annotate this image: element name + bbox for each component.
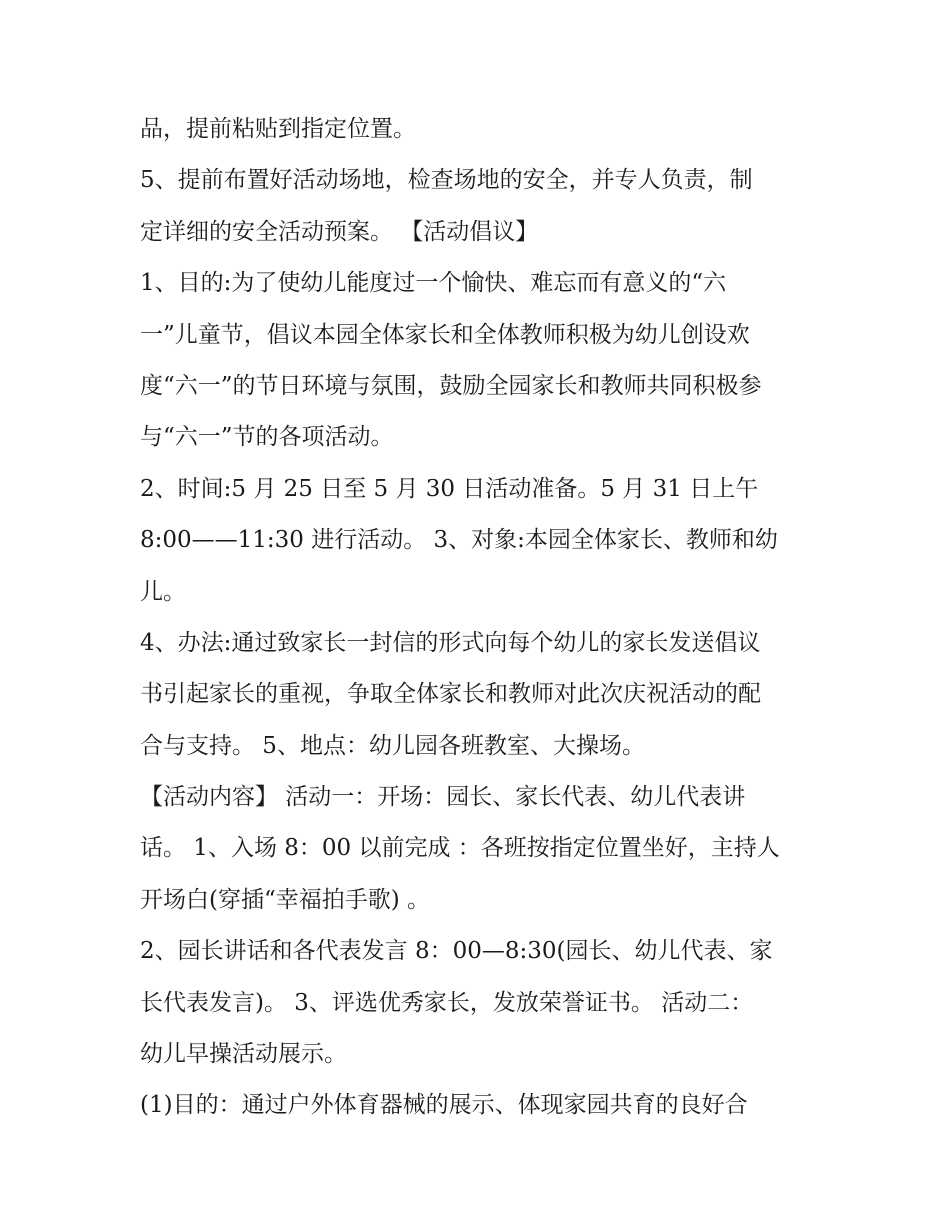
text-line: (1)目的：通过户外体育器械的展示、体现家园共育的良好合 xyxy=(140,1092,748,1119)
text-line: 度“六一”的节日环境与氛围，鼓励全园家长和教师共同积极参 xyxy=(140,372,762,399)
text-line: 品，提前粘贴到指定位置。 xyxy=(140,116,416,142)
text-line: 幼儿早操活动展示。 xyxy=(140,1041,347,1068)
text-line: 开场白(穿插“幸福拍手歌) 。 xyxy=(140,886,431,913)
text-line: 合与支持。 5、地点：幼儿园各班教室、大操场。 xyxy=(140,732,645,759)
text-line: 定详细的安全活动预案。 【活动倡议】 xyxy=(140,218,539,245)
text-line: 8:00——11:30 进行活动。 3、对象:本园全体家长、教师和幼 xyxy=(140,527,778,554)
text-line: 4、办法:通过致家长一封信的形式向每个幼儿的家长发送倡议 xyxy=(140,629,761,656)
text-line: 一”儿童节，倡议本园全体家长和全体教师积极为幼儿创设欢 xyxy=(140,321,750,348)
text-line: 5、提前布置好活动场地，检查场地的安全，并专人负责，制 xyxy=(140,167,753,194)
text-line: 2、园长讲话和各代表发言 8：00—8:30(园长、幼儿代表、家 xyxy=(140,938,773,965)
document-body xyxy=(140,104,820,1132)
text-line: 儿。 xyxy=(140,578,186,605)
text-line: 1、目的:为了使幼儿能度过一个愉快、难忘而有意义的“六 xyxy=(140,270,727,297)
text-line: 长代表发言)。 3、评选优秀家长，发放荣誉证书。 活动二： xyxy=(140,989,754,1016)
text-line: 【活动内容】 活动一：开场：园长、家长代表、幼儿代表讲 xyxy=(140,784,746,811)
text-line: 书引起家长的重视，争取全体家长和教师对此次庆祝活动的配 xyxy=(140,681,761,708)
text-line: 与“六一”节的各项活动。 xyxy=(140,424,394,451)
text-line: 2、时间:5 月 25 日至 5 月 30 日活动准备。5 月 31 日上午 xyxy=(140,475,759,502)
text-line: 话。 1、入场 8：00 以前完成 ：各班按指定位置坐好，主持人 xyxy=(140,835,780,862)
